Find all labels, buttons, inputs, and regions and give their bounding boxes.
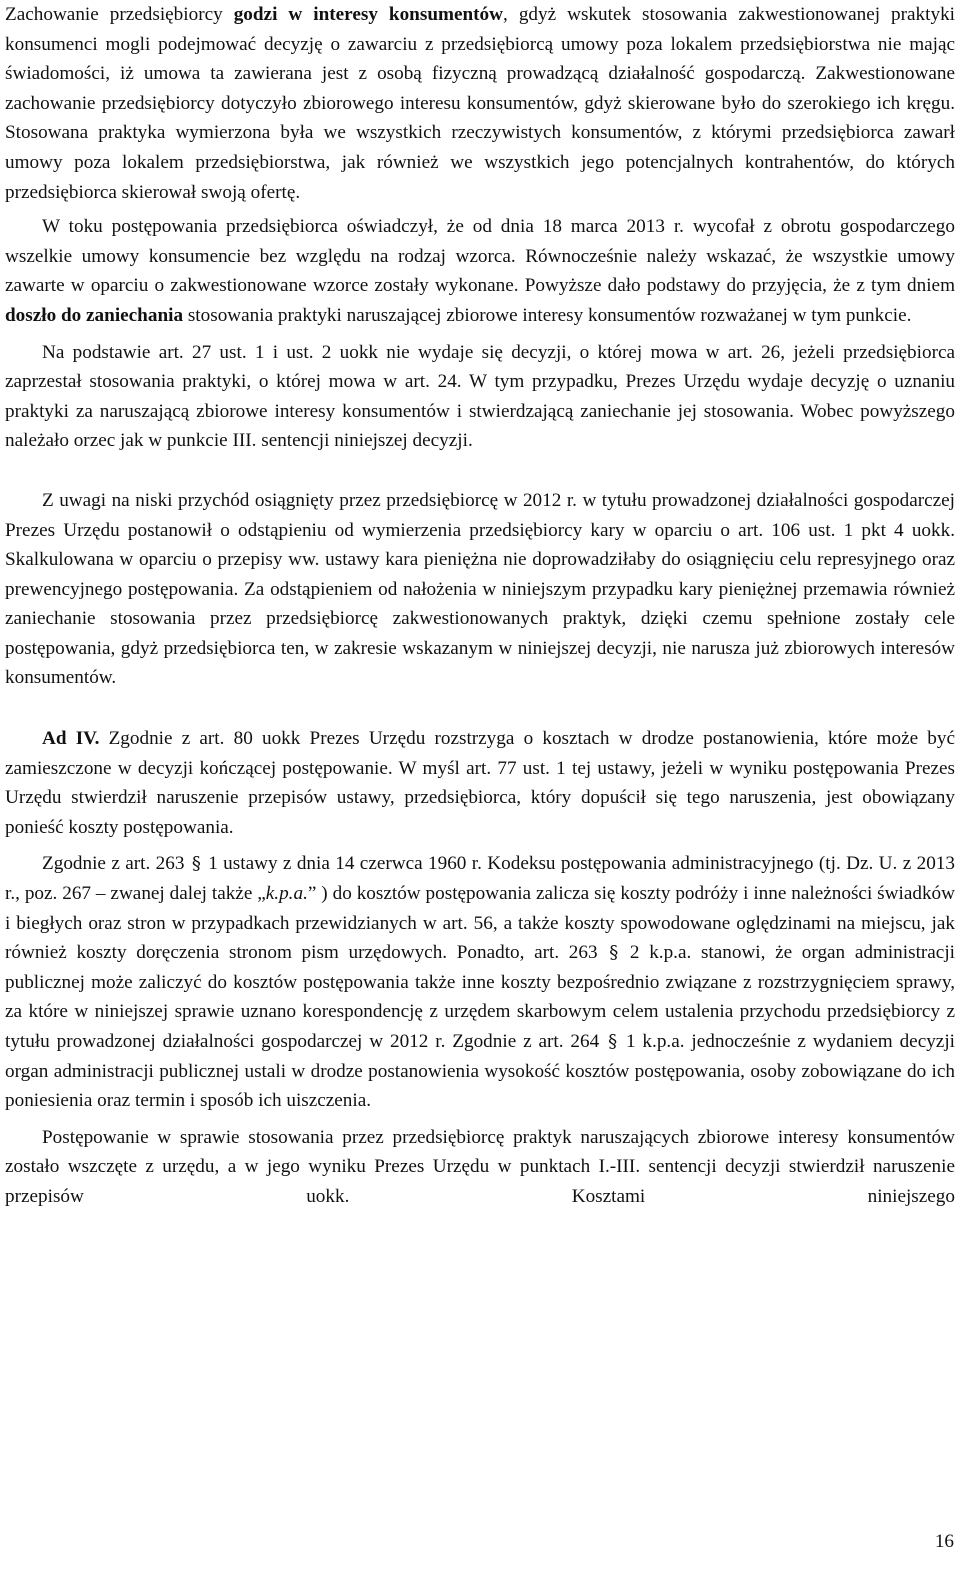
text: ” ) do kosztów postępowania zalicza się koszty podróży i inne należności świadków i biegłych oraz stron w przypadkach przewidzianych w art. 56, a także koszty spowodowane oględzinami na miejscu, jak również koszty doręczenia stronom pism urzędowych. Ponadto, art. 263 — [5, 883, 955, 964]
text: Zgodnie z art. 80 uokk Prezes Urzędu rozstrzyga o kosztach w drodze postanowienia, które może być zamieszczone w decyzji kończącej postępowanie. W myśl art. 77 ust. 1 tej ustawy, jeżeli w wyniku postępowania Prezes Urzędu stwierdził naruszenie przepisów ustawy, przedsiębiorca, który dopuścił się tego naruszenia, jest obowiązany ponieść koszty postępowania. — [5, 728, 955, 838]
page-number: 16 — [934, 1531, 954, 1552]
section-sign: § — [609, 942, 619, 964]
section-sign: § — [191, 853, 201, 875]
bold-phrase: godzi w interesy konsumentów — [233, 4, 504, 25]
paragraph-costs — [5, 849, 955, 1115]
paragraph-proceedings: Postępowanie w sprawie stosowania przez przedsiębiorcę praktyk naruszających zbiorowe interesy konsumentów zostało wszczęte z urzędu, a w jego wyniku Prezes Urzędu w punktach I.-III. sentencji decyzji stwierdził naruszenie przepisów uokk. Kosztami niniejszego — [5, 1126, 955, 1207]
text: stosowania praktyki naruszającej zbiorowe interesy konsumentów rozważanej w tym punkcie. — [183, 304, 912, 326]
text: 2 k.p.a. stanowi, że organ administracji publicznej może zaliczyć do kosztów postępowania także inne koszty bezpośrednio związane z rozstrzygnięciem sprawy, za które w niniejszej sprawie uznano korespondencję z urzędem skarbowym celem ustalenia przychodu przedsiębiorcy z tytułu prowadzonej działalności gospodarczej w 2012 r. Zgodnie z art. 264 — [5, 942, 955, 1052]
paragraph-legal-basis: Na podstawie art. 27 ust. 1 i ust. 2 uokk nie wydaje się decyzji, o której mowa w art. 26, jeżeli przedsiębiorca zaprzestał stosowania praktyki, o której mowa w art. 24. W tym przypadku, Prezes Urzędu wydaje decyzję o uznaniu praktyki za naruszającą zbiorowe interesy konsumentów i stwierdzającą zaniechanie jej stosowania. Wobec powyższego należało orzec jak w punkcie III. sentencji niniejszej decyzji. — [5, 341, 955, 452]
text: Zgodnie z art. 263 — [42, 853, 190, 875]
text: Zachowanie przedsiębiorcy — [5, 4, 234, 25]
section-sign: § — [608, 1031, 618, 1052]
paragraph-penalty-waiver: Z uwagi na niski przychód osiągnięty przez przedsiębiorcę w 2012 r. w tytułu prowadzonej działalności gospodarczej Prezes Urzędu postanowił o odstąpieniu od wymierzenia przedsiębiorcy kary w oparciu o art. 106 ust. 1 pkt 4 uokk. Skalkulowana w oparciu o przepisy ww. ustawy kara pieniężna nie doprowadziłaby do osiągnięciu celu represyjnego oraz prewencyjnego postępowania. Za odstąpieniem od nałożenia w niniejszym przypadku kary pieniężnej przemawia również zaniechanie stosowania przez przedsiębiorcę zakwestionowanych praktyk, dzięki czemu spełnione zostały cele postępowania, gdyż przedsiębiorca ten, w zakresie wskazanym w niniejszej decyzji, nie narusza już zbiorowych interesów konsumentów. — [5, 489, 955, 689]
paragraph-consumer-interest — [5, 0, 955, 207]
text: , gdyż wskutek stosowania zakwestionowanej praktyki konsumenci mogli podejmować decyzję o zawarciu z przedsiębiorcą umowy poza lokalem przedsiębiorstwa nie mając świadomości, iż umowa ta zawierana jest z osobą fizyczną prowadzącą działalność gospodarczą. Zakwestionowane zachowanie przedsiębiorcy dotyczyło zbiorowego interesu konsumentów, gdyż skierowane było do szerokiego ich kręgu. Stosowana praktyka wymierzona była we wszystkich rzeczywistych konsumentów, z którymi przedsiębiorca zawarł umowy poza lokalem przedsiębiorstwa, jak również we wszystkich jego potencjalnych kontrahentów, do których przedsiębiorca skierował swoją ofertę. — [5, 4, 955, 203]
text: 1 ustawy z dnia 14 czerwca 1960 r. Kodeksu postępowania administracyjnego (tj. Dz. U. z 2013 r., poz. 267 – zwanej dalej także „ — [5, 853, 955, 905]
paragraph-ad-iv — [5, 724, 955, 842]
text: 1 k.p.a. jednocześnie z wydaniem decyzji organ administracji publicznej ustali w drodze postanowienia wysokość kosztów postępowania, osoby zobowiązane do ich poniesienia oraz termin i sposób ich uiszczenia. — [5, 1031, 955, 1112]
section-heading: Ad IV. — [42, 728, 100, 750]
text: W toku postępowania przedsiębiorca oświadczył, że od dnia 18 marca 2013 r. wycofał z obrotu gospodarczego wszelkie umowy konsumencie bez względu na rodzaj wzorca. Równocześnie należy wskazać, że wszystkie umowy zawarte w oparciu o zakwestionowane wzorce zostały wykonane. Powyższe dało podstawy do przyjęcia, że z tym dniem — [5, 216, 955, 297]
italic-abbreviation: k.p.a. — [265, 883, 308, 905]
document-page — [5, 0, 955, 1212]
bold-phrase: doszło do zaniechania — [5, 304, 184, 326]
paragraph-withdrawal — [5, 212, 955, 330]
